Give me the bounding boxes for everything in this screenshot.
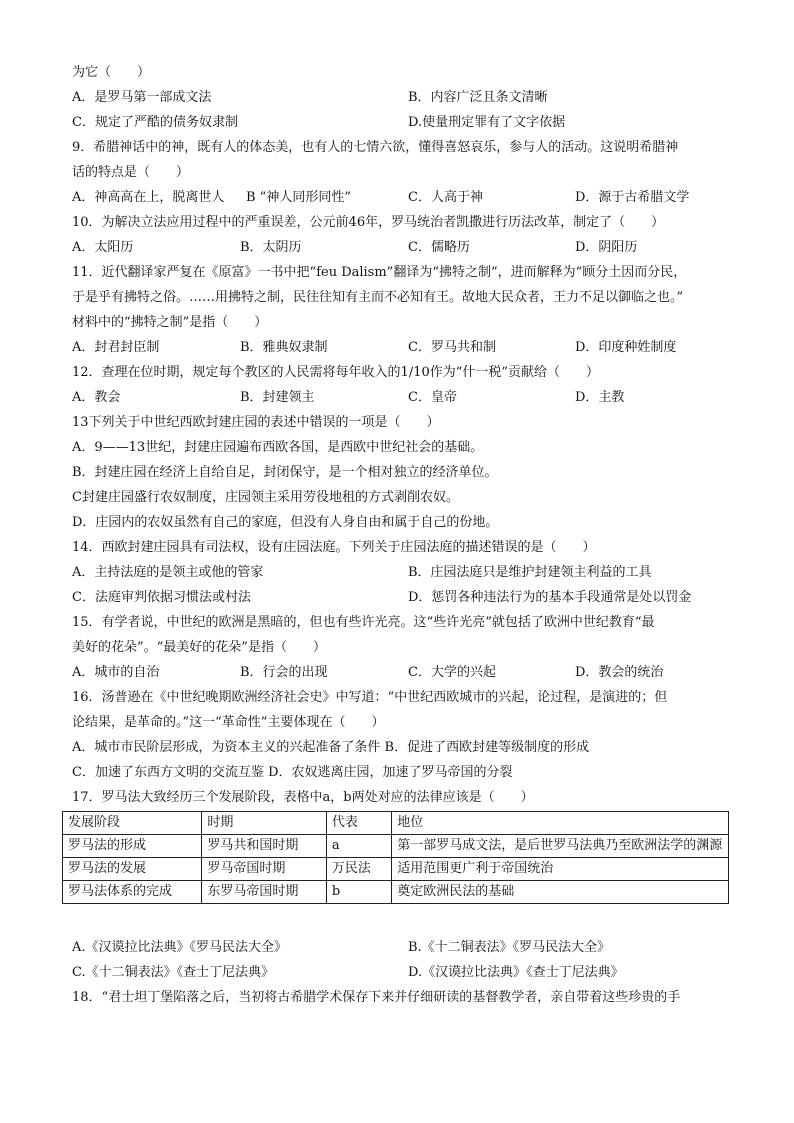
option: A．9——13世纪，封建庄园遍布西欧各国，是西欧中世纪社会的基础。 <box>72 440 484 455</box>
question-line: 材料中的“拂特之制”是指（ ） <box>72 315 268 330</box>
table-cell: b <box>326 881 391 904</box>
option: C封建庄园盛行农奴制度，庄园领主采用劳役地租的方式剥削农奴。 <box>72 490 459 505</box>
option: C．法庭审判依据习惯法或村法 <box>72 590 251 605</box>
table-header: 地位 <box>392 812 729 835</box>
table-cell: 第一部罗马成文法，是后世罗马法典乃至欧洲法学的渊源 <box>392 835 729 858</box>
table-cell: 东罗马帝国时期 <box>202 881 327 904</box>
option: D.《汉谟拉比法典》《查士丁尼法典》 <box>408 965 624 980</box>
table-cell: 万民法 <box>326 858 391 881</box>
option: D．印度种姓制度 <box>575 340 677 355</box>
option: C．皇帝 <box>408 390 457 405</box>
table-row <box>63 881 729 904</box>
table-cell: 罗马共和国时期 <box>202 835 327 858</box>
option: A．太阳历 <box>72 240 134 255</box>
question-line: 15．有学者说，中世纪的欧洲是黑暗的，但也有些许光亮。这“些许光亮”就包括了欧洲中世纪教育“最 <box>72 615 655 630</box>
option: B “神人同形同性” <box>246 190 351 205</box>
option: D．教会的统治 <box>575 665 664 680</box>
table-header: 时期 <box>202 812 327 835</box>
option: B．庄园法庭只是维护封建领主利益的工具 <box>408 565 652 580</box>
table-cell: 罗马法的形成 <box>63 835 202 858</box>
question-line: 话的特点是（ ） <box>72 165 190 180</box>
option: B．行会的出现 <box>240 665 328 680</box>
option: D.使量刑定罪有了文字依据 <box>408 115 566 130</box>
option: A.《汉谟拉比法典》《罗马民法大全》 <box>72 940 288 955</box>
table-cell: 奠定欧洲民法的基础 <box>392 881 729 904</box>
table-cell: 罗马法体系的完成 <box>63 881 202 904</box>
table-row <box>63 858 729 881</box>
option: B．内容广泛且条文清晰 <box>408 90 548 105</box>
option: D．惩罚各种违法行为的基本手段通常是处以罚金 <box>408 590 692 605</box>
question-line: 16．汤普逊在《中世纪晚期欧洲经济社会史》中写道：“中世纪西欧城市的兴起，论过程，是演进的；但 <box>72 690 668 705</box>
option: A．教会 <box>72 390 121 405</box>
question-line: 于是乎有拂特之俗。……用拂特之制，民往往知有主而不必知有王。故地大民众者，王力不足以御临之也。” <box>72 290 684 305</box>
question-line: 论结果，是革命的。”这一“革命性”主要体现在（ ） <box>72 715 385 730</box>
question-line: 17．罗马法大致经历三个发展阶段，表格中a，b两处对应的法律应该是（ ） <box>72 790 534 805</box>
question-line: 9．希腊神话中的神，既有人的体态美，也有人的七情六欲，懂得喜怒哀乐，参与人的活动。这说明希腊神 <box>72 140 679 155</box>
option: D．主教 <box>575 390 625 405</box>
option: C．罗马共和制 <box>408 340 496 355</box>
table-row <box>63 835 729 858</box>
option: D．阴阳历 <box>575 240 638 255</box>
option: A．主持法庭的是领主或他的管家 <box>72 565 264 580</box>
table-cell: 适用范围更广利于帝国统治 <box>392 858 729 881</box>
question-line: 为它（ ） <box>72 65 151 80</box>
option: A．神高高在上，脱离世人 <box>72 190 225 205</box>
option: C．加速了东西方文明的交流互鉴 D．农奴逃离庄园，加速了罗马帝国的分裂 <box>72 765 513 780</box>
question-line: 美好的花朵”。“最美好的花朵”是指（ ） <box>72 640 326 655</box>
option: C.《十二铜表法》《查士丁尼法典》 <box>72 965 275 980</box>
question-line: 14．西欧封建庄园具有司法权，设有庄园法庭。下列关于庄园法庭的描述错误的是（ ） <box>72 540 596 555</box>
option: D．庄园内的农奴虽然有自己的家庭，但没有人身自由和属于自己的份地。 <box>72 515 499 530</box>
option: A．封君封臣制 <box>72 340 160 355</box>
question-line: 11．近代翻译家严复在《原富》一书中把“feu Dalism”翻译为“拂特之制”，进而解释为“顾分土因而分民， <box>72 265 687 280</box>
table-cell: 罗马法的发展 <box>63 858 202 881</box>
table-cell: a <box>326 835 391 858</box>
table-cell: 罗马帝国时期 <box>202 858 327 881</box>
option: C．规定了严酷的债务奴隶制 <box>72 115 238 130</box>
option: A．城市市民阶层形成，为资本主义的兴起准备了条件 B．促进了西欧封建等级制度的形成 <box>72 740 590 755</box>
roman-law-table <box>62 811 729 904</box>
option: A．是罗马第一部成文法 <box>72 90 212 105</box>
question-line: 12．查理在位时期，规定每个教区的人民需将每年收入的1/10作为“什一税”贡献给（ ） <box>72 365 600 380</box>
option: B．封建庄园在经济上自给自足，封闭保守，是一个相对独立的经济单位。 <box>72 465 498 480</box>
option: D．源于古希腊文学 <box>575 190 690 205</box>
option: C．儒略历 <box>408 240 470 255</box>
option: B．封建领主 <box>240 390 315 405</box>
question-line: 10．为解决立法应用过程中的严重误差，公元前46年，罗马统治者凯撒进行历法改革，制定了（ ） <box>72 215 665 230</box>
table-header-row <box>63 812 729 835</box>
table-header: 发展阶段 <box>63 812 202 835</box>
option: B.《十二铜表法》《罗马民法大全》 <box>408 940 611 955</box>
option: C．人高于神 <box>408 190 483 205</box>
option: B．太阴历 <box>240 240 302 255</box>
option: C．大学的兴起 <box>408 665 496 680</box>
option: A．城市的自治 <box>72 665 160 680</box>
question-line: 18．“君士坦丁堡陷落之后，当初将古希腊学术保存下来并仔细研读的基督教学者，亲自带着这些珍贵的手 <box>72 990 681 1005</box>
option: B．雅典奴隶制 <box>240 340 328 355</box>
question-line: 13下列关于中世纪西欧封建庄园的表述中错误的一项是（ ） <box>72 415 440 430</box>
table-header: 代表 <box>326 812 391 835</box>
